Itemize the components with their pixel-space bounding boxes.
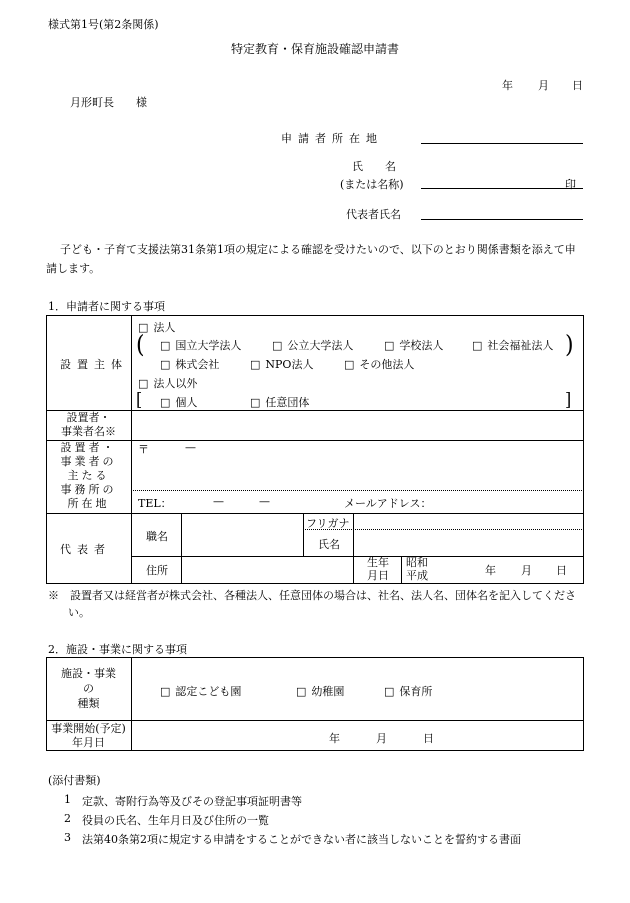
brace-right: )	[565, 331, 574, 360]
corp-public-univ[interactable]: □ 公立大学法人	[272, 337, 353, 353]
note-text: ※ 設置者又は経営者が株式会社、各種法人、任意団体の場合は、社名、法人名、団体名を記入してください。	[48, 589, 576, 619]
start-month: 月	[376, 732, 387, 745]
section1-heading: 1．申請者に関する事項	[48, 300, 165, 313]
corp-other[interactable]: □ その他法人	[344, 356, 414, 372]
applicant-name-sub: (または名称)	[340, 178, 404, 191]
postal-mark: 〒	[138, 443, 149, 456]
tel-label: TEL：	[138, 497, 172, 510]
section2-heading: 2．施設・事業に関する事項	[48, 643, 187, 656]
intro-text: 子ども・子育て支援法第31条第1項の規定による確認を受けたいので、以下のとおり関係書類を添えて申請します。	[46, 243, 576, 275]
date-month: 月	[538, 79, 549, 92]
applicant-address-label: 申請者所在地	[281, 132, 383, 145]
row-divider	[46, 720, 584, 721]
corp-school[interactable]: □ 学校法人	[384, 337, 443, 353]
corp-checkbox[interactable]: □ 法人	[138, 319, 175, 335]
brace-right-2: ]	[565, 389, 572, 410]
furigana-divider	[303, 529, 584, 530]
table-col-divider	[131, 315, 132, 584]
facility-type-label: 施設・事業 の 種類	[61, 667, 116, 710]
tel-dash-1: —	[213, 495, 224, 508]
corp-company[interactable]: □ 株式会社	[160, 356, 219, 372]
setting-body-label: 設置主体	[60, 358, 128, 371]
rep-name-cell-label: 氏名	[318, 538, 340, 551]
email-label: メールアドレス：	[344, 497, 432, 510]
era-label: 昭和 平成	[406, 556, 428, 582]
type-nursery[interactable]: □ 保育所	[384, 683, 432, 699]
page-title: 特定教育・保育施設確認申請書	[230, 42, 399, 56]
addressee: 月形町長 様	[70, 96, 147, 109]
dob-day: 日	[556, 564, 567, 577]
attachment-item: 法第40条第2項に規定する申請をすることができない者に該当しないことを誓約する書面	[82, 833, 521, 846]
rep-col-3	[353, 513, 354, 584]
corp-npo[interactable]: □ NPO法人	[250, 356, 313, 372]
non-corp-checkbox[interactable]: □ 法人以外	[138, 375, 197, 391]
attachment-item: 役員の氏名、生年月日及び住所の一覧	[82, 814, 269, 827]
applicant-address-field[interactable]	[421, 143, 583, 144]
corp-national-univ[interactable]: □ 国立大学法人	[160, 337, 241, 353]
operator-name-label: 設置者・ 事業者名※	[61, 411, 116, 438]
attachments-heading: (添付書類)	[48, 774, 101, 787]
furigana-label: フリガナ	[306, 517, 350, 530]
rep-name-label: 代表者氏名	[346, 208, 401, 221]
start-day: 日	[423, 732, 434, 745]
corp-social-welfare[interactable]: □ 社会福祉法人	[472, 337, 553, 353]
rep-col-2	[303, 513, 304, 557]
non-corp-individual[interactable]: □ 個人	[160, 394, 197, 410]
form-number: 様式第1号(第2条関係)	[48, 18, 159, 31]
postal-dash: —	[185, 441, 196, 454]
type-kindergarten[interactable]: □ 幼稚園	[296, 683, 344, 699]
dob-month: 月	[521, 564, 532, 577]
applicant-name-label: 氏 名	[352, 160, 396, 173]
start-date-label: 事業開始(予定) 年月日	[51, 722, 126, 749]
attachment-item: 定款、寄附行為等及びその登記事項証明書等	[82, 795, 302, 808]
dob-label: 生年 月日	[367, 556, 389, 582]
type-certified[interactable]: □ 認定こども園	[160, 683, 241, 699]
brace-left-2: [	[136, 389, 143, 410]
tel-dash-2: —	[259, 495, 270, 508]
office-address-label: 設置者・ 事業者の 主たる 事務所の 所在地	[60, 441, 117, 510]
attachment-no: 2	[64, 812, 71, 825]
date-day: 日	[572, 79, 583, 92]
dob-col	[401, 556, 402, 584]
rep-col-1	[181, 513, 182, 584]
non-corp-voluntary[interactable]: □ 任意団体	[250, 394, 309, 410]
dob-year: 年	[485, 564, 496, 577]
attachment-no: 3	[64, 831, 71, 844]
dotted-divider	[131, 490, 584, 491]
position-label: 職名	[146, 530, 168, 543]
representative-label: 代表者	[60, 543, 111, 556]
row-divider	[46, 513, 584, 514]
start-year: 年	[329, 732, 340, 745]
seal-mark: 印	[565, 178, 576, 191]
facility-col-divider	[131, 657, 132, 751]
date-year: 年	[502, 79, 513, 92]
applicant-name-field[interactable]	[421, 188, 583, 189]
address-label: 住所	[146, 564, 168, 577]
brace-left: (	[136, 331, 145, 360]
attachment-no: 1	[64, 793, 71, 806]
rep-name-field[interactable]	[421, 219, 583, 220]
